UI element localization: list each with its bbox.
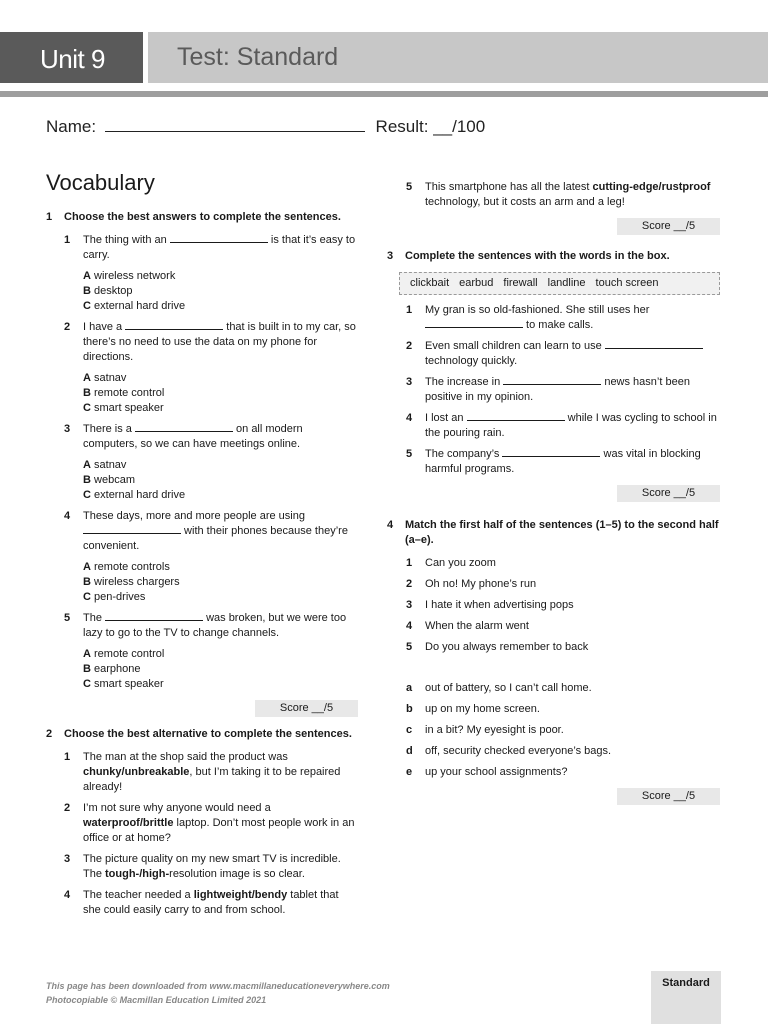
ex4-first-half: 5 Do you always remember to back — [406, 641, 589, 653]
level-tag: Standard — [651, 971, 721, 1024]
exercise-3-heading: 3 Complete the sentences with the words in the box. — [387, 250, 670, 262]
word: firewall — [503, 277, 538, 289]
name-field[interactable] — [105, 118, 365, 132]
exercise-4-heading: 4 Match the first half of the sentences (1–5) to the second half (a–e). — [387, 519, 719, 546]
answer-gap[interactable] — [467, 411, 565, 421]
option[interactable]: B earphone — [83, 663, 141, 675]
option[interactable]: B webcam — [83, 474, 135, 486]
option[interactable]: C smart speaker — [83, 402, 164, 414]
ex4-second-half: d off, security checked everyone’s bags. — [406, 745, 612, 757]
unit-label: Unit 9 — [0, 32, 143, 83]
ex1-score[interactable]: Score __/5 — [255, 700, 358, 717]
option[interactable]: A remote control — [83, 648, 165, 660]
alternatives[interactable]: chunky/unbreakable — [83, 766, 190, 778]
ex2-score[interactable]: Score __/5 — [617, 218, 720, 235]
ex3-question: 3 The increase in news hasn’t been positive in my opinion. — [406, 376, 690, 403]
answer-gap[interactable] — [170, 233, 268, 243]
ex1-options — [83, 269, 358, 314]
option[interactable]: B remote control — [83, 387, 165, 399]
word-box — [399, 272, 720, 295]
ex4-second-half: b up on my home screen. — [406, 703, 540, 715]
word: clickbait — [410, 277, 450, 289]
ex4-first-half: 2 Oh no! My phone’s run — [406, 578, 537, 590]
ex4-second-half: c in a bit? My eyesight is poor. — [406, 724, 564, 736]
option[interactable]: A wireless network — [83, 270, 176, 282]
option[interactable]: B desktop — [83, 285, 133, 297]
page-title: Test: Standard — [148, 32, 768, 83]
footer-text — [46, 979, 390, 1007]
ex3-question: 5 The company’s was vital in blocking harmful programs. — [406, 448, 701, 475]
ex2-question: 5 This smartphone has all the latest cutting-edge/rustproof technology, but it costs an arm and a leg! — [406, 181, 711, 208]
alternatives[interactable]: tough-/high- — [105, 868, 170, 880]
option[interactable]: C pen-drives — [83, 591, 146, 603]
footer-copyright: Photocopiable © Macmillan Education Limited 2021 — [46, 995, 267, 1005]
name-label: Name: — [46, 117, 97, 136]
word: earbud — [459, 277, 494, 289]
ex1-question: 3 There is a on all modern computers, so we can have meetings online. — [64, 423, 303, 450]
result-label: Result: — [375, 117, 429, 136]
answer-gap[interactable] — [125, 320, 223, 330]
alternatives[interactable]: cutting-edge/rustproof — [592, 181, 711, 193]
alternatives[interactable]: waterproof/brittle — [83, 817, 174, 829]
ex4-first-half: 4 When the alarm went — [406, 620, 529, 632]
option[interactable]: A remote controls — [83, 561, 170, 573]
ex3-question: 2 Even small children can learn to use technology quickly. — [406, 339, 720, 369]
ex1-question: 4 These days, more and more people are using with their phones because they’re convenient. — [64, 510, 348, 552]
ex2-question: 4 The teacher needed a lightweight/bendy tablet that she could easily carry to and from school. — [64, 889, 339, 916]
ex4-first-half: 1 Can you zoom — [406, 557, 496, 569]
result-value: __/100 — [433, 117, 486, 136]
ex3-score[interactable]: Score __/5 — [617, 485, 720, 502]
ex1-options — [83, 371, 358, 416]
answer-gap[interactable] — [83, 524, 181, 534]
option[interactable]: C external hard drive — [83, 489, 186, 501]
exercise-2-heading: 2 Choose the best alternative to complete the sentences. — [46, 728, 352, 740]
section-title: Vocabulary — [46, 170, 155, 195]
option[interactable]: B wireless chargers — [83, 576, 180, 588]
ex1-options — [83, 458, 358, 503]
header-divider — [0, 91, 768, 97]
ex2-question: 1 The man at the shop said the product was chunky/unbreakable, but I’m taking it to be repaired already! — [64, 751, 341, 793]
ex1-options — [83, 647, 358, 692]
ex2-question: 3 The picture quality on my new smart TV is incredible. The tough-/high-resolution image is so clear. — [64, 853, 341, 880]
ex1-options — [83, 560, 358, 605]
ex1-question: 5 The was broken, but we were too lazy to go to the TV to change channels. — [64, 612, 347, 639]
option[interactable]: C smart speaker — [83, 678, 164, 690]
footer-download-note: This page has been downloaded from www.macmillaneducationeverywhere.com — [46, 981, 390, 991]
name-result-line — [46, 117, 485, 137]
answer-gap[interactable] — [135, 422, 233, 432]
answer-gap[interactable] — [105, 611, 203, 621]
alternatives[interactable]: lightweight/bendy — [193, 889, 288, 901]
ex2-question: 2 I’m not sure why anyone would need a waterproof/brittle laptop. Don’t most people work in an office or at home? — [64, 802, 355, 844]
option[interactable]: C external hard drive — [83, 300, 186, 312]
ex1-question: 1 The thing with an is that it’s easy to carry. — [64, 234, 356, 261]
ex4-second-half: a out of battery, so I can’t call home. — [406, 682, 592, 694]
option[interactable]: A satnav — [83, 372, 127, 384]
answer-gap[interactable] — [502, 447, 600, 457]
ex3-question: 4 I lost an while I was cycling to school in the pouring rain. — [406, 412, 717, 439]
option[interactable]: A satnav — [83, 459, 127, 471]
answer-gap[interactable] — [605, 339, 703, 349]
word: touch screen — [595, 277, 659, 289]
ex4-first-half: 3 I hate it when advertising pops — [406, 599, 574, 611]
left-column — [46, 210, 358, 924]
ex4-score[interactable]: Score __/5 — [617, 788, 720, 805]
ex3-question: 1 My gran is so old-fashioned. She still uses her to make calls. — [406, 304, 650, 331]
right-column — [387, 180, 720, 815]
answer-gap[interactable] — [425, 318, 523, 328]
ex1-question: 2 I have a that is built in to my car, so there’s no need to use the data on my phone for directions. — [64, 321, 356, 363]
exercise-1-heading: 1 Choose the best answers to complete the sentences. — [46, 211, 341, 223]
ex4-second-half: e up your school assignments? — [406, 766, 568, 778]
word: landline — [547, 277, 586, 289]
answer-gap[interactable] — [503, 375, 601, 385]
